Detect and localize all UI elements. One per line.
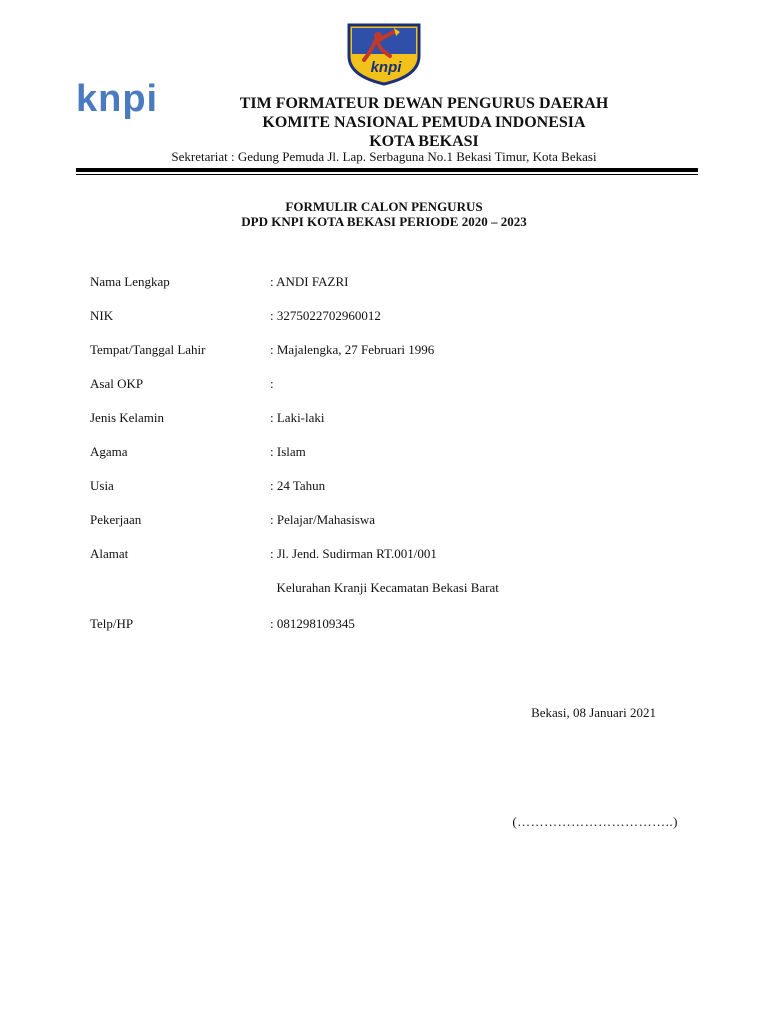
org-line-2: KOMITE NASIONAL PEMUDA INDONESIA xyxy=(262,114,586,131)
field-label: Nama Lengkap xyxy=(90,274,170,289)
knpi-emblem-logo xyxy=(346,22,422,86)
field-label: Telp/HP xyxy=(90,616,134,631)
field-value: : 3275022702960012 xyxy=(270,308,381,323)
field-value: : 081298109345 xyxy=(270,616,355,631)
field-value: : Majalengka, 27 Februari 1996 xyxy=(270,342,435,357)
field-value: : Pelajar/Mahasiswa xyxy=(270,512,376,527)
field-value: : 24 Tahun xyxy=(270,478,326,493)
field-label: Asal OKP xyxy=(90,376,144,391)
field-label: Jenis Kelamin xyxy=(90,410,165,425)
field-value: : Jl. Jend. Sudirman RT.001/001 xyxy=(270,546,437,561)
field-value: : ANDI FAZRI xyxy=(270,274,349,289)
field-label: NIK xyxy=(90,308,114,323)
header-divider-thick xyxy=(76,168,698,172)
field-label: Tempat/Tanggal Lahir xyxy=(90,342,206,357)
org-line-3: KOTA BEKASI xyxy=(369,133,479,150)
form-subtitle: DPD KNPI KOTA BEKASI PERIODE 2020 – 2023 xyxy=(241,214,527,229)
emblem-text: knpi xyxy=(370,59,402,76)
knpi-wordmark: knpi xyxy=(76,78,159,120)
org-line-1: TIM FORMATEUR DEWAN PENGURUS DAERAH xyxy=(239,95,609,112)
place-date: Bekasi, 08 Januari 2021 xyxy=(531,705,656,720)
field-label: Usia xyxy=(90,478,114,493)
field-value: : Islam xyxy=(270,444,306,459)
field-label: Alamat xyxy=(90,546,129,561)
form-title: FORMULIR CALON PENGURUS xyxy=(285,199,483,214)
field-value: : Laki-laki xyxy=(270,410,325,425)
field-value: : xyxy=(270,376,274,391)
field-label: Pekerjaan xyxy=(90,512,142,527)
header-divider-thin xyxy=(76,174,698,175)
signature-line: (……………………………..) xyxy=(512,814,678,829)
secretariat-address: Sekretariat : Gedung Pemuda Jl. Lap. Serbaguna No.1 Bekasi Timur, Kota Bekasi xyxy=(171,149,597,164)
field-label: Agama xyxy=(90,444,128,459)
field-value: Kelurahan Kranji Kecamatan Bekasi Barat xyxy=(270,580,499,595)
